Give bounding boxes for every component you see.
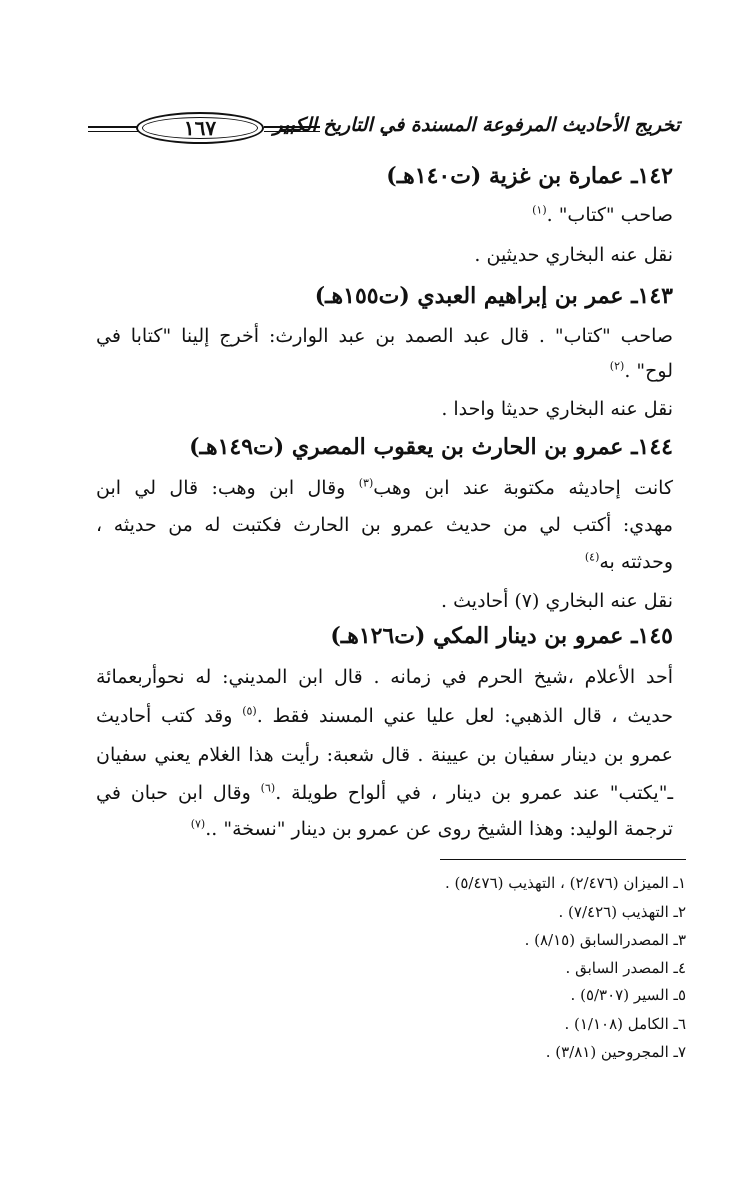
line-text-continued: وقال ابن حبان في (96, 782, 251, 804)
entry-line (610, 360, 673, 382)
footnote-ref: (٢) (609, 359, 625, 373)
line-text: صاحب "كتاب" . (546, 204, 673, 226)
line-text: لوح" . (624, 360, 673, 382)
line-text: ـ"يكتب" عند عمرو بن دينار ، في ألواح طويلة . (275, 782, 674, 804)
footnote-ref: (٦) (260, 781, 276, 795)
entry-line (96, 477, 673, 499)
entry-line (96, 782, 673, 804)
line-text-continued: وقال ابن وهب: قال لي ابن (96, 477, 346, 499)
header-rule-left (88, 126, 138, 128)
running-header (88, 112, 680, 148)
header-rule-left-thin (88, 131, 138, 132)
entry-line (191, 818, 673, 840)
entry-line (532, 204, 673, 226)
footnote-ref: (٣) (358, 476, 374, 490)
entry-line: أحد الأعلام ،شيخ الحرم في زمانه . قال ابن المديني: له نحوأربعمائة (96, 666, 673, 688)
entry-heading: ١٤٤ـ عمرو بن الحارث بن يعقوب المصري (ت١٤٩هـ) (189, 434, 673, 460)
footnote-ref: (٤) (584, 550, 600, 564)
entry-line: صاحب "كتاب" . قال عبد الصمد بن عبد الوارث: أخرج إلينا "كتابا في (96, 325, 673, 347)
entry-line: عمرو بن دينار سفيان بن عيينة . قال شعبة: رأيت هذا الغلام يعني سفيان (96, 744, 673, 766)
page-number-oval (136, 112, 264, 144)
footnote: ٤ـ المصدر السابق . (565, 959, 686, 977)
line-text-continued: وقد كتب أحاديث (96, 705, 233, 727)
entry-line: مهدي: أكتب لي من حديث عمرو بن الحارث فكتبت له من حديثه ، (96, 514, 673, 536)
entry-heading: ١٤٢ـ عمارة بن غزية (ت١٤٠هـ) (386, 163, 673, 189)
footnote: ١ـ الميزان (٢/٤٧٦) ، التهذيب (٥/٤٧٦) . (444, 874, 686, 892)
footnote: ٧ـ المجروحين (٣/٨١) . (545, 1043, 686, 1061)
footnote-ref: (٧) (190, 817, 206, 831)
page-number: ١٦٧ (183, 116, 217, 140)
entry-line: نقل عنه البخاري (٧) أحاديث . (441, 590, 673, 612)
running-title: تخريج الأحاديث المرفوعة المسندة في التاريخ الكبير (273, 114, 680, 136)
entry-line: نقل عنه البخاري حديثين . (474, 244, 673, 266)
entry-heading: ١٤٣ـ عمر بن إبراهيم العبدي (ت١٥٥هـ) (314, 283, 673, 309)
entry-line (96, 705, 673, 727)
entry-line: نقل عنه البخاري حديثا واحدا . (441, 398, 673, 420)
footnote: ٥ـ السير (٥/٣٠٧) . (570, 986, 686, 1004)
line-text: ترجمة الوليد: وهذا الشيخ روى عن عمرو بن دينار "نسخة" .. (205, 818, 673, 840)
footnote: ٢ـ التهذيب (٧/٤٢٦) . (558, 903, 686, 921)
footnote: ٦ـ الكامل (١/١٠٨) . (564, 1015, 686, 1033)
line-text: حديث ، قال الذهبي: لعل عليا عني المسند فقط . (256, 705, 673, 727)
entry-heading: ١٤٥ـ عمرو بن دينار المكي (ت١٢٦هـ) (330, 623, 673, 649)
line-text: كانت إحاديثه مكتوبة عند ابن وهب (373, 477, 673, 499)
footnote-separator (440, 859, 686, 860)
footnote: ٣ـ المصدرالسابق (٨/١٥) . (524, 931, 686, 949)
entry-line (585, 551, 673, 573)
footnote-ref: (١) (532, 203, 547, 217)
line-text: وحدثته به (599, 551, 673, 573)
footnote-ref: (٥) (242, 704, 257, 718)
